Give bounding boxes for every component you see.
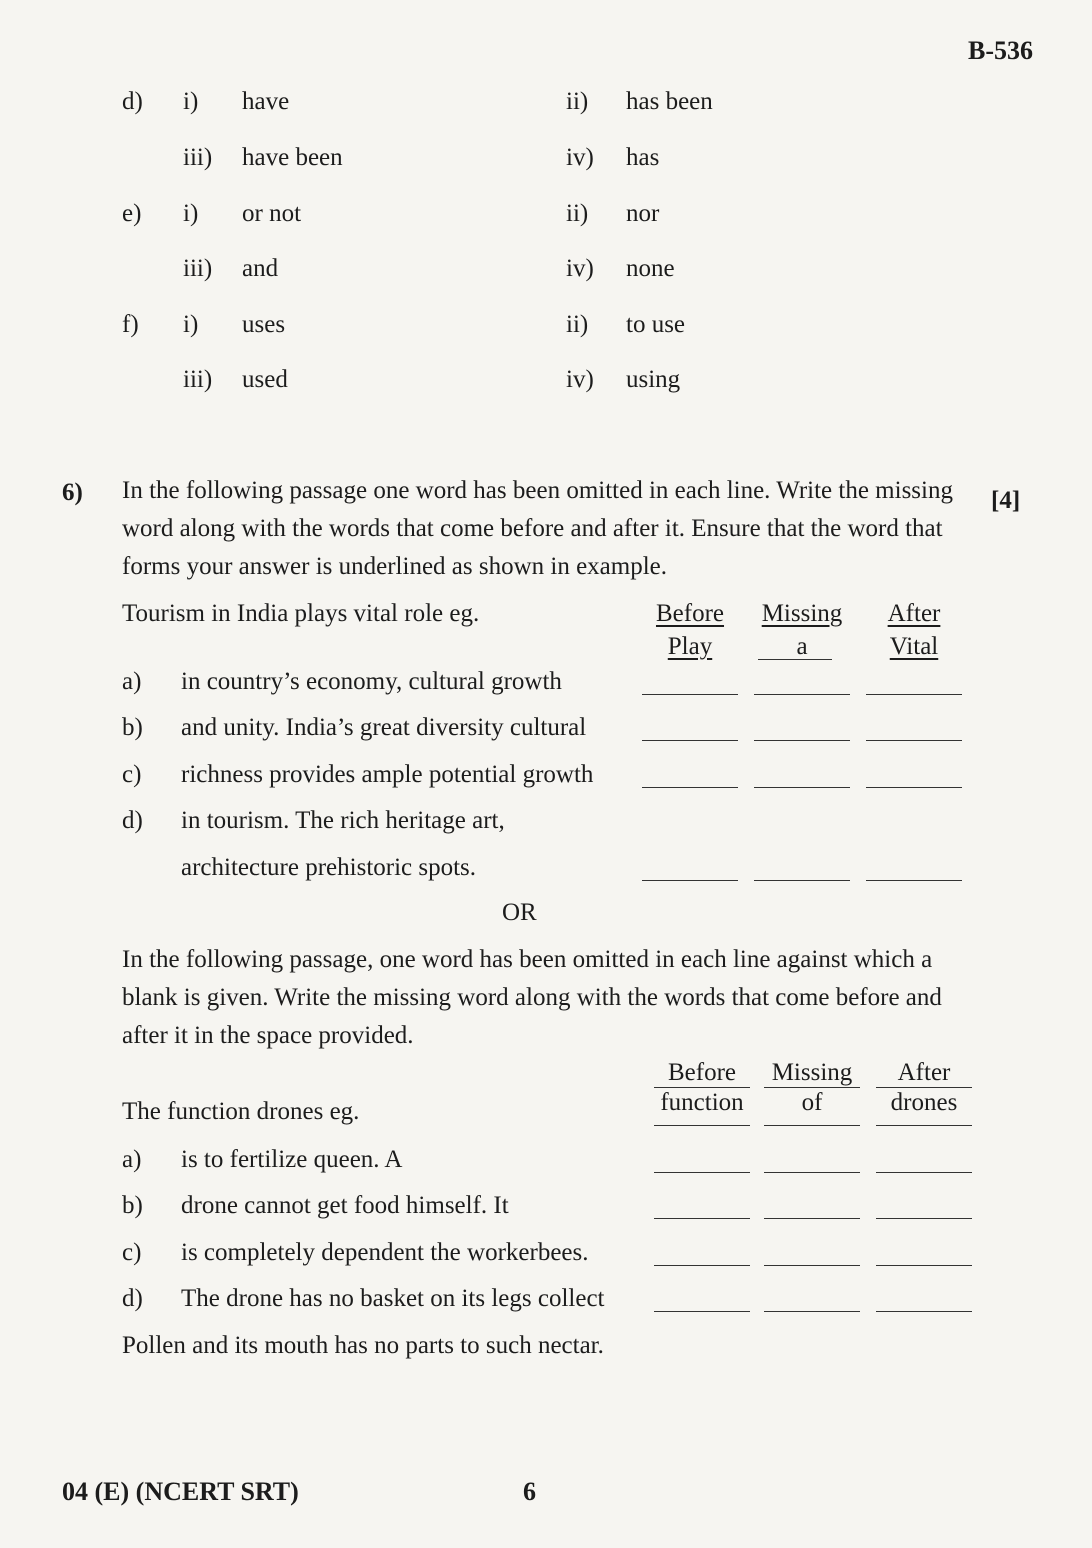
answer-blank-before[interactable]: [654, 1311, 750, 1312]
answer-blank-missing[interactable]: [754, 740, 850, 741]
example-rule: [876, 1125, 972, 1126]
answer-blank-missing[interactable]: [764, 1311, 860, 1312]
instruction-line: In the following passage one word has been omitted in each line. Write the missing: [122, 477, 953, 504]
alt-item-letter: b): [122, 1192, 143, 1219]
answer-blank-missing[interactable]: [754, 880, 850, 881]
item-letter: b): [122, 714, 143, 741]
example-rule: [764, 1125, 860, 1126]
item-text: richness provides ample potential growth: [181, 761, 594, 788]
answer-blank-missing[interactable]: [764, 1172, 860, 1173]
option-letter: d): [122, 88, 143, 115]
item-letter: c): [122, 761, 142, 788]
instruction-line: forms your answer is underlined as shown in example.: [122, 553, 668, 580]
alt-item-text: is to fertilize queen. A: [181, 1146, 403, 1173]
alt-header-missing: Missing: [771, 1059, 853, 1086]
answer-blank-after[interactable]: [876, 1265, 972, 1266]
option-numeral: ii): [566, 200, 589, 227]
instruction-line: word along with the words that come before and after it. Ensure that the word that: [122, 515, 943, 542]
example-before: Play: [667, 633, 713, 660]
item-text: in country’s economy, cultural growth: [181, 668, 562, 695]
alt-closing-line: Pollen and its mouth has no parts to such nectar.: [122, 1332, 604, 1359]
answer-blank-after[interactable]: [876, 1172, 972, 1173]
option-numeral: iii): [183, 366, 213, 393]
option-numeral: iii): [183, 144, 213, 171]
option-letter: f): [122, 311, 139, 338]
alt-example-text: The function drones eg.: [122, 1098, 360, 1125]
paper-code: B-536: [968, 36, 1033, 65]
or-divider: OR: [502, 899, 537, 926]
option-numeral: iii): [183, 255, 213, 282]
alt-example-after: drones: [890, 1089, 958, 1116]
header-before: Before: [655, 600, 725, 627]
alt-item-text: is completely dependent the workerbees.: [181, 1239, 589, 1266]
example-rule: [654, 1125, 750, 1126]
option-text: using: [626, 366, 681, 393]
footer-code: 04 (E) (NCERT SRT): [62, 1477, 299, 1506]
alt-item-text: The drone has no basket on its legs collect: [181, 1285, 605, 1312]
answer-blank-missing[interactable]: [754, 787, 850, 788]
answer-blank-after[interactable]: [866, 740, 962, 741]
answer-blank-before[interactable]: [642, 880, 738, 881]
option-text: none: [626, 255, 675, 282]
option-text: has: [626, 144, 660, 171]
option-text: nor: [626, 200, 660, 227]
option-numeral: ii): [566, 311, 589, 338]
question-marks: [4]: [991, 487, 1021, 514]
item-text: architecture prehistoric spots.: [181, 854, 477, 881]
answer-blank-missing[interactable]: [764, 1265, 860, 1266]
option-text: have been: [242, 144, 343, 171]
option-numeral: iv): [566, 255, 594, 282]
option-text: have: [242, 88, 290, 115]
alt-item-letter: a): [122, 1146, 142, 1173]
alt-example-before: function: [660, 1089, 744, 1116]
answer-blank-before[interactable]: [654, 1265, 750, 1266]
example-after: Vital: [889, 633, 939, 660]
page-number: 6: [523, 1477, 536, 1506]
option-numeral: iv): [566, 144, 594, 171]
alt-instruction-line: blank is given. Write the missing word along with the words that come before and: [122, 984, 942, 1011]
alt-item-letter: d): [122, 1285, 143, 1312]
item-letter: a): [122, 668, 142, 695]
example-text: Tourism in India plays vital role eg.: [122, 600, 480, 627]
option-numeral: ii): [566, 88, 589, 115]
underline: [758, 659, 832, 660]
example-missing: a: [796, 633, 808, 660]
alt-example-missing: of: [801, 1089, 823, 1116]
item-text: in tourism. The rich heritage art,: [181, 807, 505, 834]
answer-blank-before[interactable]: [642, 740, 738, 741]
alt-header-after: After: [897, 1059, 951, 1086]
item-letter: d): [122, 807, 143, 834]
option-numeral: i): [183, 88, 199, 115]
answer-blank-missing[interactable]: [764, 1218, 860, 1219]
alt-item-text: drone cannot get food himself. It: [181, 1192, 509, 1219]
answer-blank-before[interactable]: [654, 1172, 750, 1173]
header-after: After: [887, 600, 941, 627]
answer-blank-after[interactable]: [876, 1311, 972, 1312]
answer-blank-after[interactable]: [866, 787, 962, 788]
option-text: and: [242, 255, 279, 282]
answer-blank-before[interactable]: [654, 1218, 750, 1219]
alt-header-before: Before: [667, 1059, 737, 1086]
option-numeral: iv): [566, 366, 594, 393]
alt-instruction-line: In the following passage, one word has been omitted in each line against which a: [122, 946, 933, 973]
question-number: 6): [62, 479, 83, 506]
option-text: or not: [242, 200, 302, 227]
answer-blank-after[interactable]: [876, 1218, 972, 1219]
answer-blank-before[interactable]: [642, 787, 738, 788]
option-text: to use: [626, 311, 686, 338]
option-letter: e): [122, 200, 142, 227]
alt-item-letter: c): [122, 1239, 142, 1266]
option-text: has been: [626, 88, 713, 115]
option-text: used: [242, 366, 288, 393]
item-text: and unity. India’s great diversity cultural: [181, 714, 587, 741]
header-missing: Missing: [761, 600, 843, 627]
alt-instruction-line: after it in the space provided.: [122, 1022, 414, 1049]
answer-blank-after[interactable]: [866, 694, 962, 695]
answer-blank-missing[interactable]: [754, 694, 850, 695]
option-numeral: i): [183, 311, 199, 338]
option-numeral: i): [183, 200, 199, 227]
answer-blank-after[interactable]: [866, 880, 962, 881]
answer-blank-before[interactable]: [642, 694, 738, 695]
option-text: uses: [242, 311, 286, 338]
